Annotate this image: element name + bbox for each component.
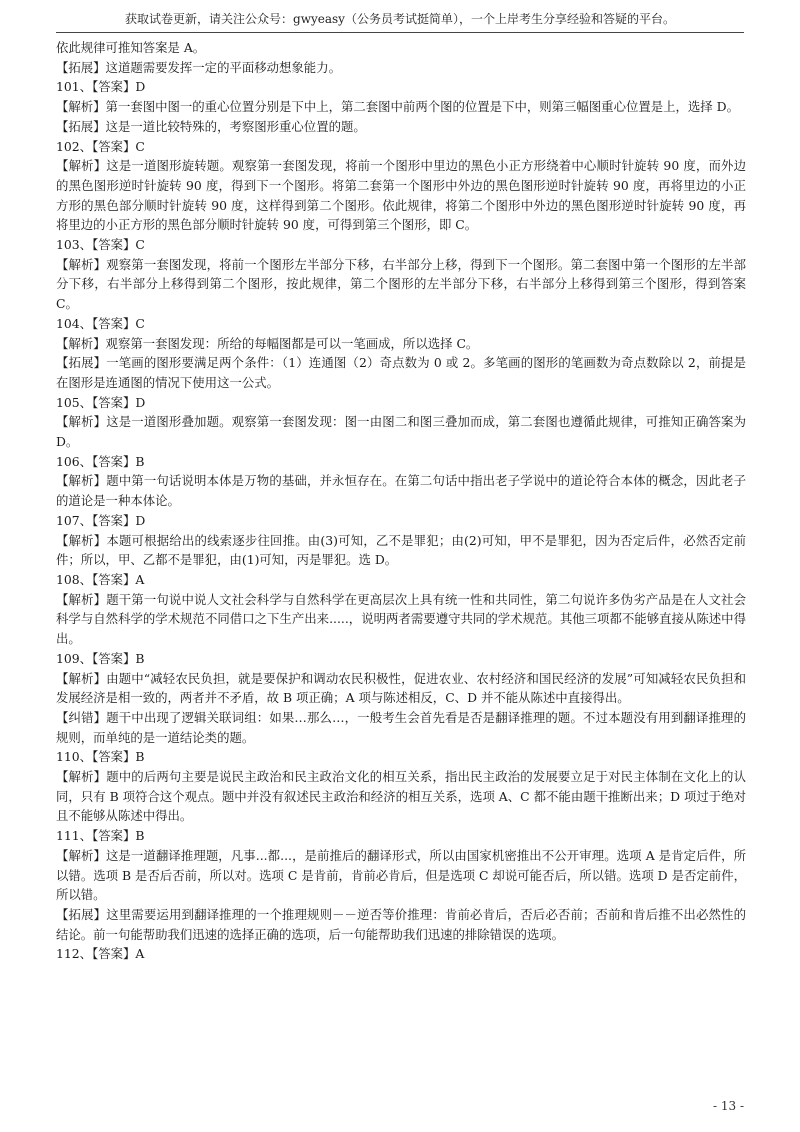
answer-heading: 102、【答案】C xyxy=(56,138,145,154)
answer-heading: 105、【答案】D xyxy=(56,394,146,410)
paragraph: 【解析】这是一道图形旋转题。观察第一套图发现，将前一个图形中里边的黑色小正方形绕着中心顺时针旋转 90 度，而外边的黑色图形逆时针旋转 90 度，得到下一个图形。将第二套第一个图形中外边的黑色图形逆时针旋转 90 度，再将里边的小正方形的黑色部分顺时针旋转 90 度，这样得到第二个图形。依此规律，将第二个图形中外边的黑色图形逆时针旋转 90 度，再将里边的小正方形的黑色部分顺时针旋转 90 度，可得到第三个图形，即 C。 xyxy=(56,158,746,233)
page-number: - 13 - xyxy=(712,1099,744,1113)
paragraph: 【解析】观察第一套图发现：所给的每幅图都是可以一笔画成，所以选择 C。 xyxy=(56,335,479,351)
paragraph: 【解析】这是一道图形叠加题。观察第一套图发现：图一由图二和图三叠加而成，第二套图也遵循此规律，可推知正确答案为 D。 xyxy=(56,414,746,450)
paragraph: 【解析】第一套图中图一的重心位置分别是下中上，第二套图中前两个图的位置是下中，则第三幅图重心位置是上，选择 D。 xyxy=(56,99,739,115)
page-header: 获取试卷更新，请关注公众号：gwyeasy（公务员考试挺简单），一个上岸考生分享经验和答疑的平台。 xyxy=(56,6,744,33)
paragraph: 【解析】题干第一句说中说人文社会科学与自然科学在更高层次上具有统一性和共同性，第二句说许多伪劣产品是在人文社会科学与自然科学的学术规范不同借口之下生产出来.....，说明两者需要遵守共同的学术规范。其他三项都不能够直接从陈述中得出。 xyxy=(56,591,746,647)
paragraph: 依此规律可推知答案是 A。 xyxy=(56,40,206,55)
answer-heading: 106、【答案】B xyxy=(56,453,145,469)
paragraph: 【拓展】这里需要运用到翻译推理的一个推理规则－－逆否等价推理：肯前必肯后，否后必否前；否前和肯后推不出必然性的结论。前一句能帮助我们迅速的选择正确的选项，后一句能帮助我们迅速的排除错误的选项。 xyxy=(56,906,746,942)
paragraph: 【解析】题中的后两句主要是说民主政治和民主政治文化的相互关系，指出民主政治的发展要立足于对民主体制在文化上的认同，只有 B 项符合这个观点。题中并没有叙述民主政治和经济的相互关系，选项 A、C 都不能由题干推断出来；D 项过于绝对且不能够从陈述中得出。 xyxy=(56,769,746,824)
answer-heading: 110、【答案】B xyxy=(56,749,145,765)
answer-heading: 101、【答案】D xyxy=(56,79,146,95)
paragraph: 【解析】题中第一句话说明本体是万物的基础，并永恒存在。在第二句话中指出老子学说中的道论符合本体的概念，因此老子的道论是一种本体论。 xyxy=(56,473,746,509)
document-body xyxy=(56,38,746,964)
answer-heading: 108、【答案】A xyxy=(56,571,145,587)
paragraph: 【解析】观察第一套图发现，将前一个图形左半部分下移，右半部分上移，得到下一个图形。第二套图中第一个图形的左半部分下移，右半部分上移得到第二个图形，按此规律，第二个图形的左半部分下移，右半部分上移得到第三个图形，得到答案 C。 xyxy=(56,256,746,312)
paragraph: 【解析】本题可根据给出的线索逐步往回推。由(3)可知，乙不是罪犯；由(2)可知，甲不是罪犯，因为否定后件，必然否定前件；所以，甲、乙都不是罪犯，由(1)可知，丙是罪犯。选 D。 xyxy=(56,532,746,568)
answer-heading: 112、【答案】A xyxy=(56,946,145,962)
paragraph: 【解析】由题中“减轻农民负担，就是要保护和调动农民积极性，促进农业、农村经济和国民经济的发展”可知减轻农民负担和发展经济是相一致的，两者并不矛盾，故 B 项正确；A 项与陈述相反，C、D 并不能从陈述中直接得出。 xyxy=(56,670,746,706)
answer-heading: 107、【答案】D xyxy=(56,512,146,528)
paragraph: 【纠错】题干中出现了逻辑关联词组：如果…那么…，一般考生会首先看是否是翻译推理的题。不过本题没有用到翻译推理的规则，而单纯的是一道结论类的题。 xyxy=(56,709,746,745)
paragraph: 【拓展】这是一道比较特殊的，考察图形重心位置的题。 xyxy=(56,118,366,134)
paragraph: 【拓展】这道题需要发挥一定的平面移动想象能力。 xyxy=(56,59,341,75)
answer-heading: 109、【答案】B xyxy=(56,650,145,666)
paragraph: 【拓展】一笔画的图形要满足两个条件：（1）连通图（2）奇点数为 0 或 2。多笔画的图形的笔画数为奇点数除以 2，前提是在图形是连通图的情况下使用这一公式。 xyxy=(56,355,746,390)
answer-heading: 111、【答案】B xyxy=(56,828,145,844)
paragraph: 【解析】这是一道翻译推理题，凡事...都...，是前推后的翻译形式，所以由国家机密推出不公开审理。选项 A 是肯定后件，所以错。选项 B 是否后否前，所以对。选项 C 是肯前，肯前必肯后，但是选项 C 却说可能否后，所以错。选项 D 是否定前件，所以错。 xyxy=(56,847,746,903)
answer-heading: 104、【答案】C xyxy=(56,315,145,331)
answer-heading: 103、【答案】C xyxy=(56,237,145,253)
